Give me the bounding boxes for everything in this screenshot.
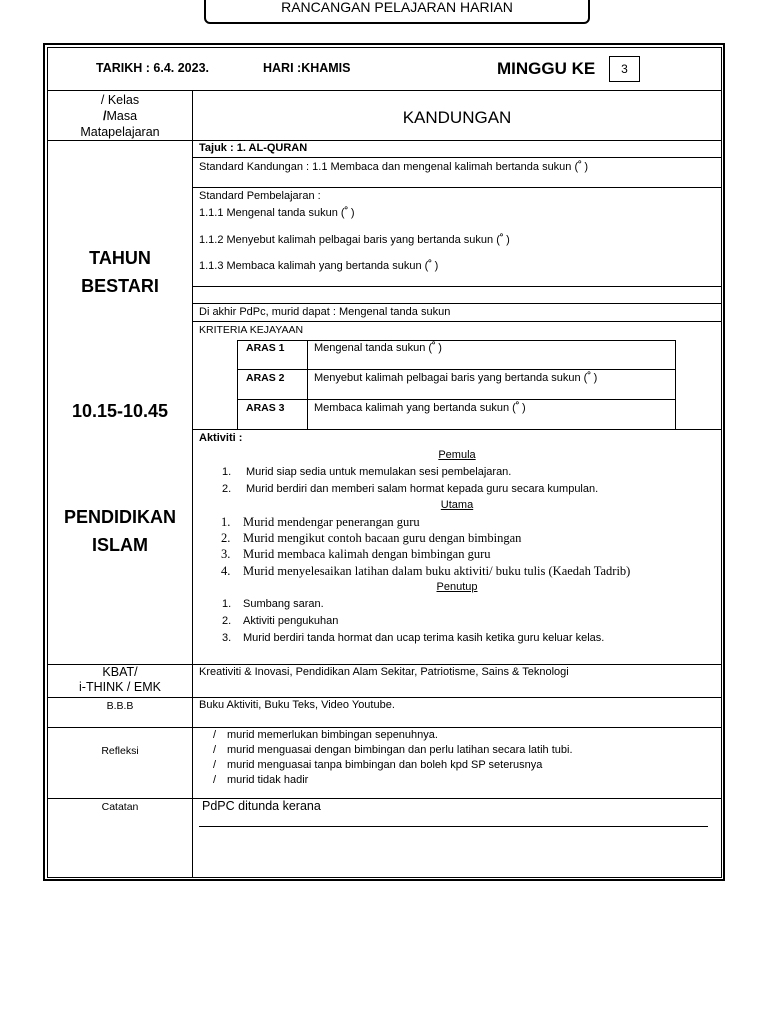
divider: [48, 90, 721, 91]
standard-pembelajaran-item: 1.1.1 Mengenal tanda sukun ( ْ ): [199, 207, 355, 219]
list-number: 1.: [222, 598, 232, 610]
divider: [237, 399, 675, 400]
utama-item: Murid mendengar penerangan guru: [243, 515, 420, 529]
divider: [237, 369, 675, 370]
utama-item: Murid mengikut contoh bacaan guru dengan bimbingan: [243, 531, 522, 545]
refleksi-label: Refleksi: [101, 745, 139, 757]
divider: [192, 157, 721, 158]
kelas: TAHUN BESTARI: [81, 248, 159, 296]
kriteria-aras: ARAS 3: [246, 402, 285, 414]
refleksi-item: murid menguasai tanpa bimbingan dan boleh kpd SP seterusnya: [227, 759, 543, 771]
divider: [48, 140, 721, 141]
list-number: 3.: [221, 547, 231, 561]
bbb: Buku Aktiviti, Buku Teks, Video Youtube.: [199, 699, 395, 711]
kbat-label: KBAT/ i-THINK / EMK: [79, 665, 161, 694]
penutup-item: Aktiviti pengukuhan: [243, 615, 339, 627]
refleksi-item: murid tidak hadir: [227, 774, 309, 786]
utama-heading: Utama: [440, 499, 474, 511]
divider: [48, 697, 721, 698]
column-divider: [192, 90, 193, 877]
list-number: 3.: [222, 632, 232, 644]
kbat: Kreativiti & Inovasi, Pendidikan Alam Sekitar, Patriotisme, Sains & Teknologi: [199, 666, 569, 678]
refleksi-mark: /: [213, 759, 217, 771]
matapelajaran: PENDIDIKAN ISLAM: [63, 507, 176, 555]
penutup-item: Sumbang saran.: [243, 598, 324, 610]
kriteria-aras: ARAS 2: [246, 372, 285, 384]
standard-pembelajaran-label: Standard Pembelajaran :: [199, 190, 321, 202]
tarikh: TARIKH : 6.4. 2023.: [96, 61, 210, 75]
refleksi-mark: /: [213, 744, 217, 756]
pemula-item: Murid berdiri dan memberi salam hormat kepada guru secara kumpulan.: [246, 483, 599, 495]
minggu-label: MINGGU KE: [497, 59, 596, 78]
kriteria-table: [237, 340, 676, 430]
page-title: RANCANGAN PELAJARAN HARIAN: [281, 0, 513, 15]
divider: [192, 286, 721, 287]
list-number: 2.: [222, 615, 232, 627]
standard-pembelajaran-item: 1.1.2 Menyebut kalimah pelbagai baris yang bertanda sukun ( ْ ): [199, 234, 510, 246]
catatan: PdPC ditunda kerana: [202, 799, 321, 813]
refleksi-mark: /: [213, 774, 217, 786]
divider: [48, 727, 721, 728]
kandungan-heading: KANDUNGAN: [402, 108, 512, 127]
divider: [192, 303, 721, 304]
refleksi-mark: /: [213, 729, 217, 741]
masa: 10.15-10.45: [71, 401, 169, 421]
list-number: 1.: [221, 515, 231, 529]
aktiviti-label: Aktiviti :: [199, 432, 243, 444]
page-title-box: [204, 0, 590, 24]
kriteria-text: Menyebut kalimah pelbagai baris yang bertanda sukun ( ْ ): [314, 372, 598, 384]
utama-item: Murid membaca kalimah dengan bimbingan guru: [243, 547, 491, 561]
hari: HARI :KHAMIS: [263, 61, 351, 75]
refleksi-item: murid memerlukan bimbingan sepenuhnya.: [227, 729, 438, 741]
refleksi-item: murid menguasai dengan bimbingan dan perlu latihan secara latih tubi.: [227, 744, 573, 756]
tajuk: Tajuk : 1. AL-QURAN: [199, 142, 308, 154]
pemula-item: Murid siap sedia untuk memulakan sesi pembelajaran.: [246, 466, 512, 478]
kriteria-text: Membaca kalimah yang bertanda sukun ( ْ ): [314, 402, 526, 414]
left-column-header: / Kelas /Masa Matapelajaran: [80, 93, 160, 139]
standard-kandungan: Standard Kandungan : 1.1 Membaca dan mengenal kalimah bertanda sukun ( ْ ): [199, 161, 589, 173]
divider: [192, 321, 721, 322]
minggu-value-box: [609, 56, 640, 82]
utama-item: Murid menyelesaikan latihan dalam buku aktiviti/ buku tulis (Kaedah Tadrib): [243, 564, 631, 578]
pemula-heading: Pemula: [438, 449, 476, 461]
penutup-item: Murid berdiri tanda hormat dan ucap terima kasih ketika guru keluar kelas.: [243, 632, 605, 644]
list-number: 1.: [222, 466, 232, 478]
catatan-underline: [199, 826, 708, 827]
kriteria-col-divider: [307, 340, 308, 429]
kriteria-aras: ARAS 1: [246, 342, 285, 354]
list-number: 2.: [222, 483, 232, 495]
kriteria-text: Mengenal tanda sukun ( ْ ): [314, 342, 442, 354]
divider: [48, 798, 721, 799]
catatan-label: Catatan: [101, 801, 139, 813]
bbb-label: B.B.B: [106, 700, 134, 712]
penutup-heading: Penutup: [436, 581, 478, 593]
minggu-value: 3: [621, 62, 628, 76]
standard-pembelajaran-item: 1.1.3 Membaca kalimah yang bertanda sukun ( ْ ): [199, 260, 439, 272]
list-number: 4.: [221, 564, 231, 578]
divider: [192, 187, 721, 188]
kriteria-label: KRITERIA KEJAYAAN: [199, 324, 304, 336]
list-number: 2.: [221, 531, 231, 545]
objektif: Di akhir PdPc, murid dapat : Mengenal tanda sukun: [199, 306, 451, 318]
